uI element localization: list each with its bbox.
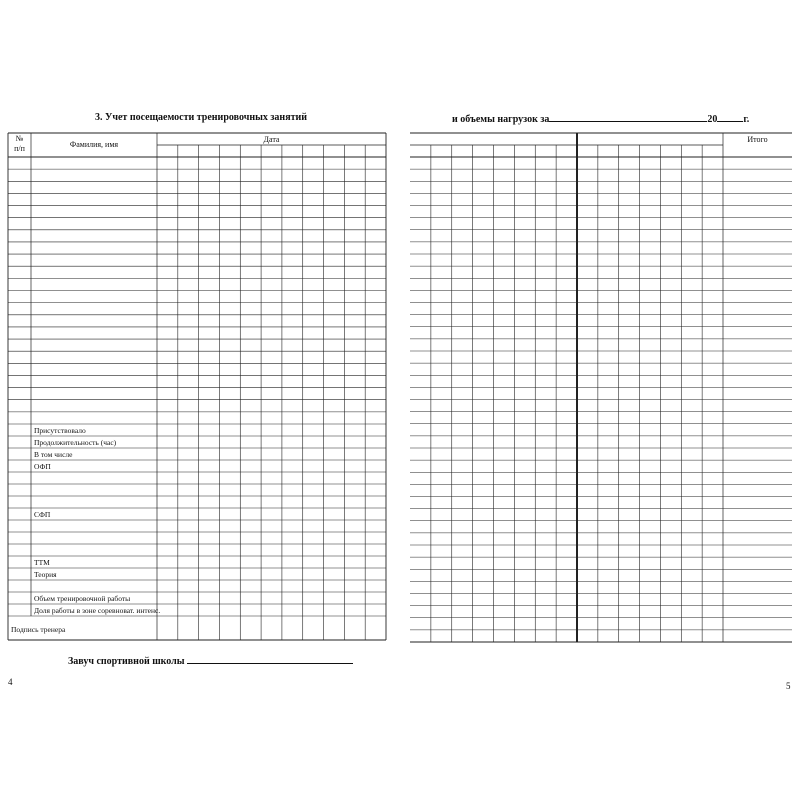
summary-row-label: Продолжительность (час): [34, 438, 117, 447]
right-title-year: 20: [707, 114, 718, 125]
summary-row-label: Присутствовало: [34, 426, 86, 435]
coach-signature-label: Подпись тренера: [11, 625, 66, 634]
summary-row-label: СФП: [34, 510, 51, 519]
deputy-signature-line[interactable]: [187, 654, 353, 664]
summary-row-label: ОФП: [34, 462, 51, 471]
deputy-director-signature: [68, 654, 353, 667]
left-page-title: 3. Учет посещаемости тренировочных занятий: [95, 112, 308, 123]
number-header-abbrev: п/п: [14, 144, 25, 153]
right-page-number: 5: [786, 681, 791, 691]
right-title-prefix: и объемы нагрузок за: [452, 114, 550, 125]
name-column-header: Фамилия, имя: [69, 140, 119, 149]
date-column-header: Дата: [263, 135, 280, 144]
summary-row-label: В том числе: [34, 450, 73, 459]
deputy-director-label: Завуч спортивной школы: [68, 656, 185, 667]
summary-row-label: Объем тренировочной работы: [34, 594, 131, 603]
left-page-number: 4: [8, 677, 13, 687]
number-header-symbol: №: [15, 134, 24, 143]
summary-row-label: Доля работы в зоне соревноват. интенс.: [34, 606, 161, 615]
summary-row-label: ТТМ: [34, 558, 50, 567]
total-column-header: Итого: [747, 135, 768, 144]
summary-row-label: Теория: [34, 570, 57, 579]
right-title-suffix: г.: [743, 114, 750, 125]
